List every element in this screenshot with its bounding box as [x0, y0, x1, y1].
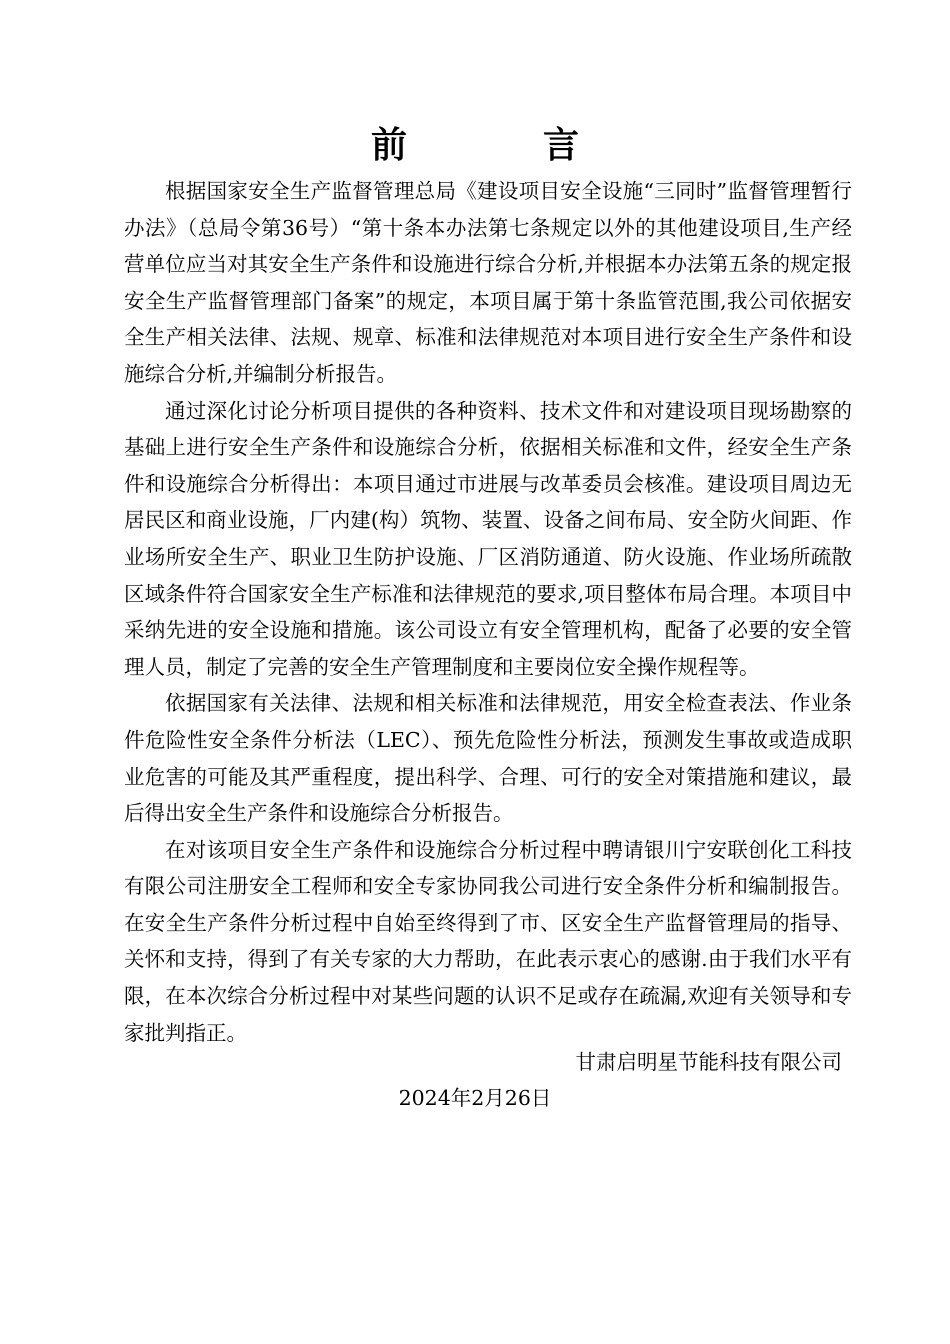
page-title: 前 言 — [370, 125, 629, 166]
paragraph-2: 通过深化讨论分析项目提供的各种资料、技术文件和对建设项目现场勘察的基础上进行安全生产条件和设施综合分析，依据相关标准和文件，经安全生产条件和设施综合分析得出：本项目通过市进展与改革委员会核准。建设项目周边无居民区和商业设施，厂内建(构）筑物、装置、设备之间布局、安全防火间距、作业场所安全生产、职业卫生防护设施、厂区消防通道、防火设施、作业场所疏散区域条件符合国家安全生产标准和法律规范的要求,项目整体布局合理。本项目中采纳先进的安全设施和措施。该公司设立有安全管理机构，配备了必要的安全管理人员，制定了完善的安全生产管理制度和主要岗位安全操作规程等。 — [124, 398, 852, 679]
paragraph-1: 根据国家安全生产监督管理总局《建设项目安全设施“三同时”监督管理暂行办法》（总局令第36号）“第十条本办法第七条规定以外的其他建设项目,生产经营单位应当对其安全生产条件和设施进行综合分析,并根据本办法第五条的规定报安全生产监督管理部门备案”的规定，本项目属于第十条监管范围,我公司依据安全生产相关法律、法规、规章、标准和法律规范对本项目进行安全生产条件和设施综合分析,并编制分析报告。 — [124, 179, 852, 386]
preface-body — [124, 173, 852, 1051]
paragraph-4: 在对该项目安全生产条件和设施综合分析过程中聘请银川宁安联创化工科技有限公司注册安全工程师和安全专家协同我公司进行安全条件分析和编制报告。在安全生产条件分析过程中自始至终得到了市、区安全生产监督管理局的指导、关怀和支持，得到了有关专家的大力帮助，在此表示衷心的感谢.由于我们水平有限，在本次综合分析过程中对某些问题的认识不足或存在疏漏,欢迎有关领导和专家批判指正。 — [124, 837, 852, 1045]
paragraph-3: 依据国家有关法律、法规和相关标准和法律规范，用安全检查表法、作业条件危险性安全条件分析法（LEC）、预先危险性分析法，预测发生事故或造成职业危害的可能及其严重程度，提出科学、合理、可行的安全对策措施和建议，最后得出安全生产条件和设施综合分析报告。 — [124, 691, 852, 826]
document-date: 2024年2月26日 — [398, 1086, 552, 1110]
company-signature: 甘肃启明星节能科技有限公司 — [575, 1050, 842, 1074]
